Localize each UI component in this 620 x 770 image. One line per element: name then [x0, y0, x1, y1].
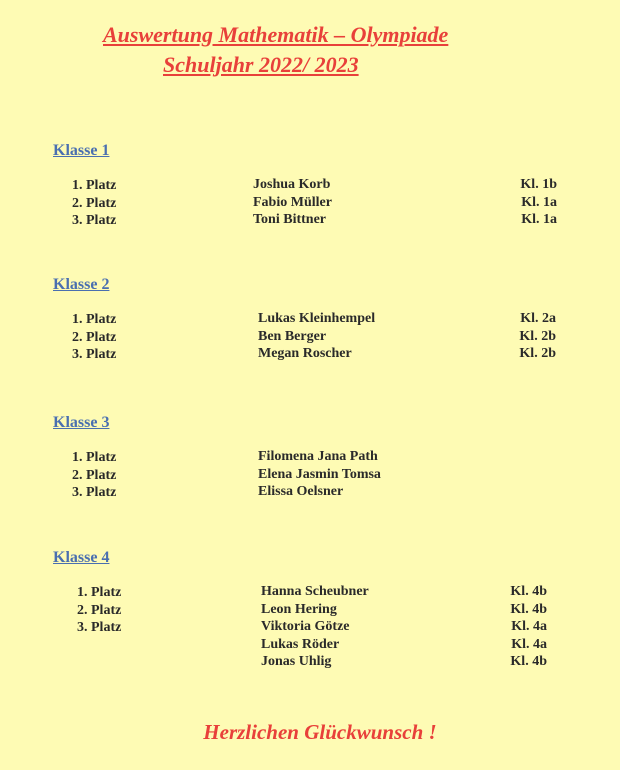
student-name: Elissa Oelsner — [258, 484, 344, 499]
class-label: Kl. 4a — [511, 636, 547, 652]
place-label: 2. Platz — [72, 329, 117, 345]
title-line-1: Auswertung Mathematik – Olympiade — [103, 22, 449, 47]
student-name: Megan Roscher — [258, 346, 352, 361]
section-heading: Klasse 2 — [53, 276, 110, 293]
place-label: 2. Platz — [72, 195, 117, 211]
names-column — [258, 310, 375, 363]
congratulations-text: Herzlichen Glückwunsch ! — [203, 720, 437, 744]
classes-column — [510, 583, 547, 671]
student-name: Joshua Korb — [253, 177, 331, 192]
place-label: 2. Platz — [77, 602, 122, 618]
class-label: Kl. 2b — [519, 346, 556, 361]
class-label: Kl. 1a — [521, 212, 557, 227]
place-label: 1. Platz — [77, 585, 122, 600]
student-name: Leon Hering — [261, 601, 337, 617]
student-name: Lukas Röder — [261, 636, 340, 652]
student-name: Filomena Jana Path — [258, 449, 378, 464]
class-label: Kl. 1a — [521, 194, 557, 210]
class-label: Kl. 4a — [511, 619, 547, 634]
student-name: Lukas Kleinhempel — [258, 311, 376, 326]
place-label: 1. Platz — [72, 178, 117, 193]
names-column — [258, 448, 381, 501]
student-name: Fabio Müller — [253, 194, 332, 210]
names-column — [253, 176, 332, 229]
title-line-2: Schuljahr 2022/ 2023 — [163, 52, 359, 77]
classes-column — [519, 310, 556, 363]
class-label: Kl. 2b — [519, 328, 556, 344]
student-name: Ben Berger — [258, 328, 327, 344]
places-column — [77, 584, 121, 637]
classes-column — [520, 176, 557, 229]
class-label: Kl. 4b — [510, 601, 547, 617]
places-column — [72, 311, 116, 364]
places-column — [72, 449, 116, 502]
place-label: 3. Platz — [72, 213, 117, 228]
class-label: Kl. 1b — [520, 177, 557, 192]
section-heading: Klasse 4 — [53, 549, 110, 566]
place-label: 3. Platz — [72, 485, 117, 500]
class-label: Kl. 4b — [510, 654, 547, 669]
names-column — [261, 583, 369, 671]
student-name: Hanna Scheubner — [261, 584, 369, 599]
place-label: 3. Platz — [72, 347, 117, 362]
place-label: 3. Platz — [77, 620, 122, 635]
class-label: Kl. 2a — [520, 311, 556, 326]
student-name: Elena Jasmin Tomsa — [258, 466, 381, 482]
student-name: Toni Bittner — [253, 212, 326, 227]
place-label: 2. Platz — [72, 467, 117, 483]
place-label: 1. Platz — [72, 450, 117, 465]
places-column — [72, 177, 116, 230]
student-name: Jonas Uhlig — [261, 654, 332, 669]
section-heading: Klasse 1 — [53, 142, 110, 159]
student-name: Viktoria Götze — [261, 619, 350, 634]
section-heading: Klasse 3 — [53, 414, 110, 431]
class-label: Kl. 4b — [510, 584, 547, 599]
place-label: 1. Platz — [72, 312, 117, 327]
